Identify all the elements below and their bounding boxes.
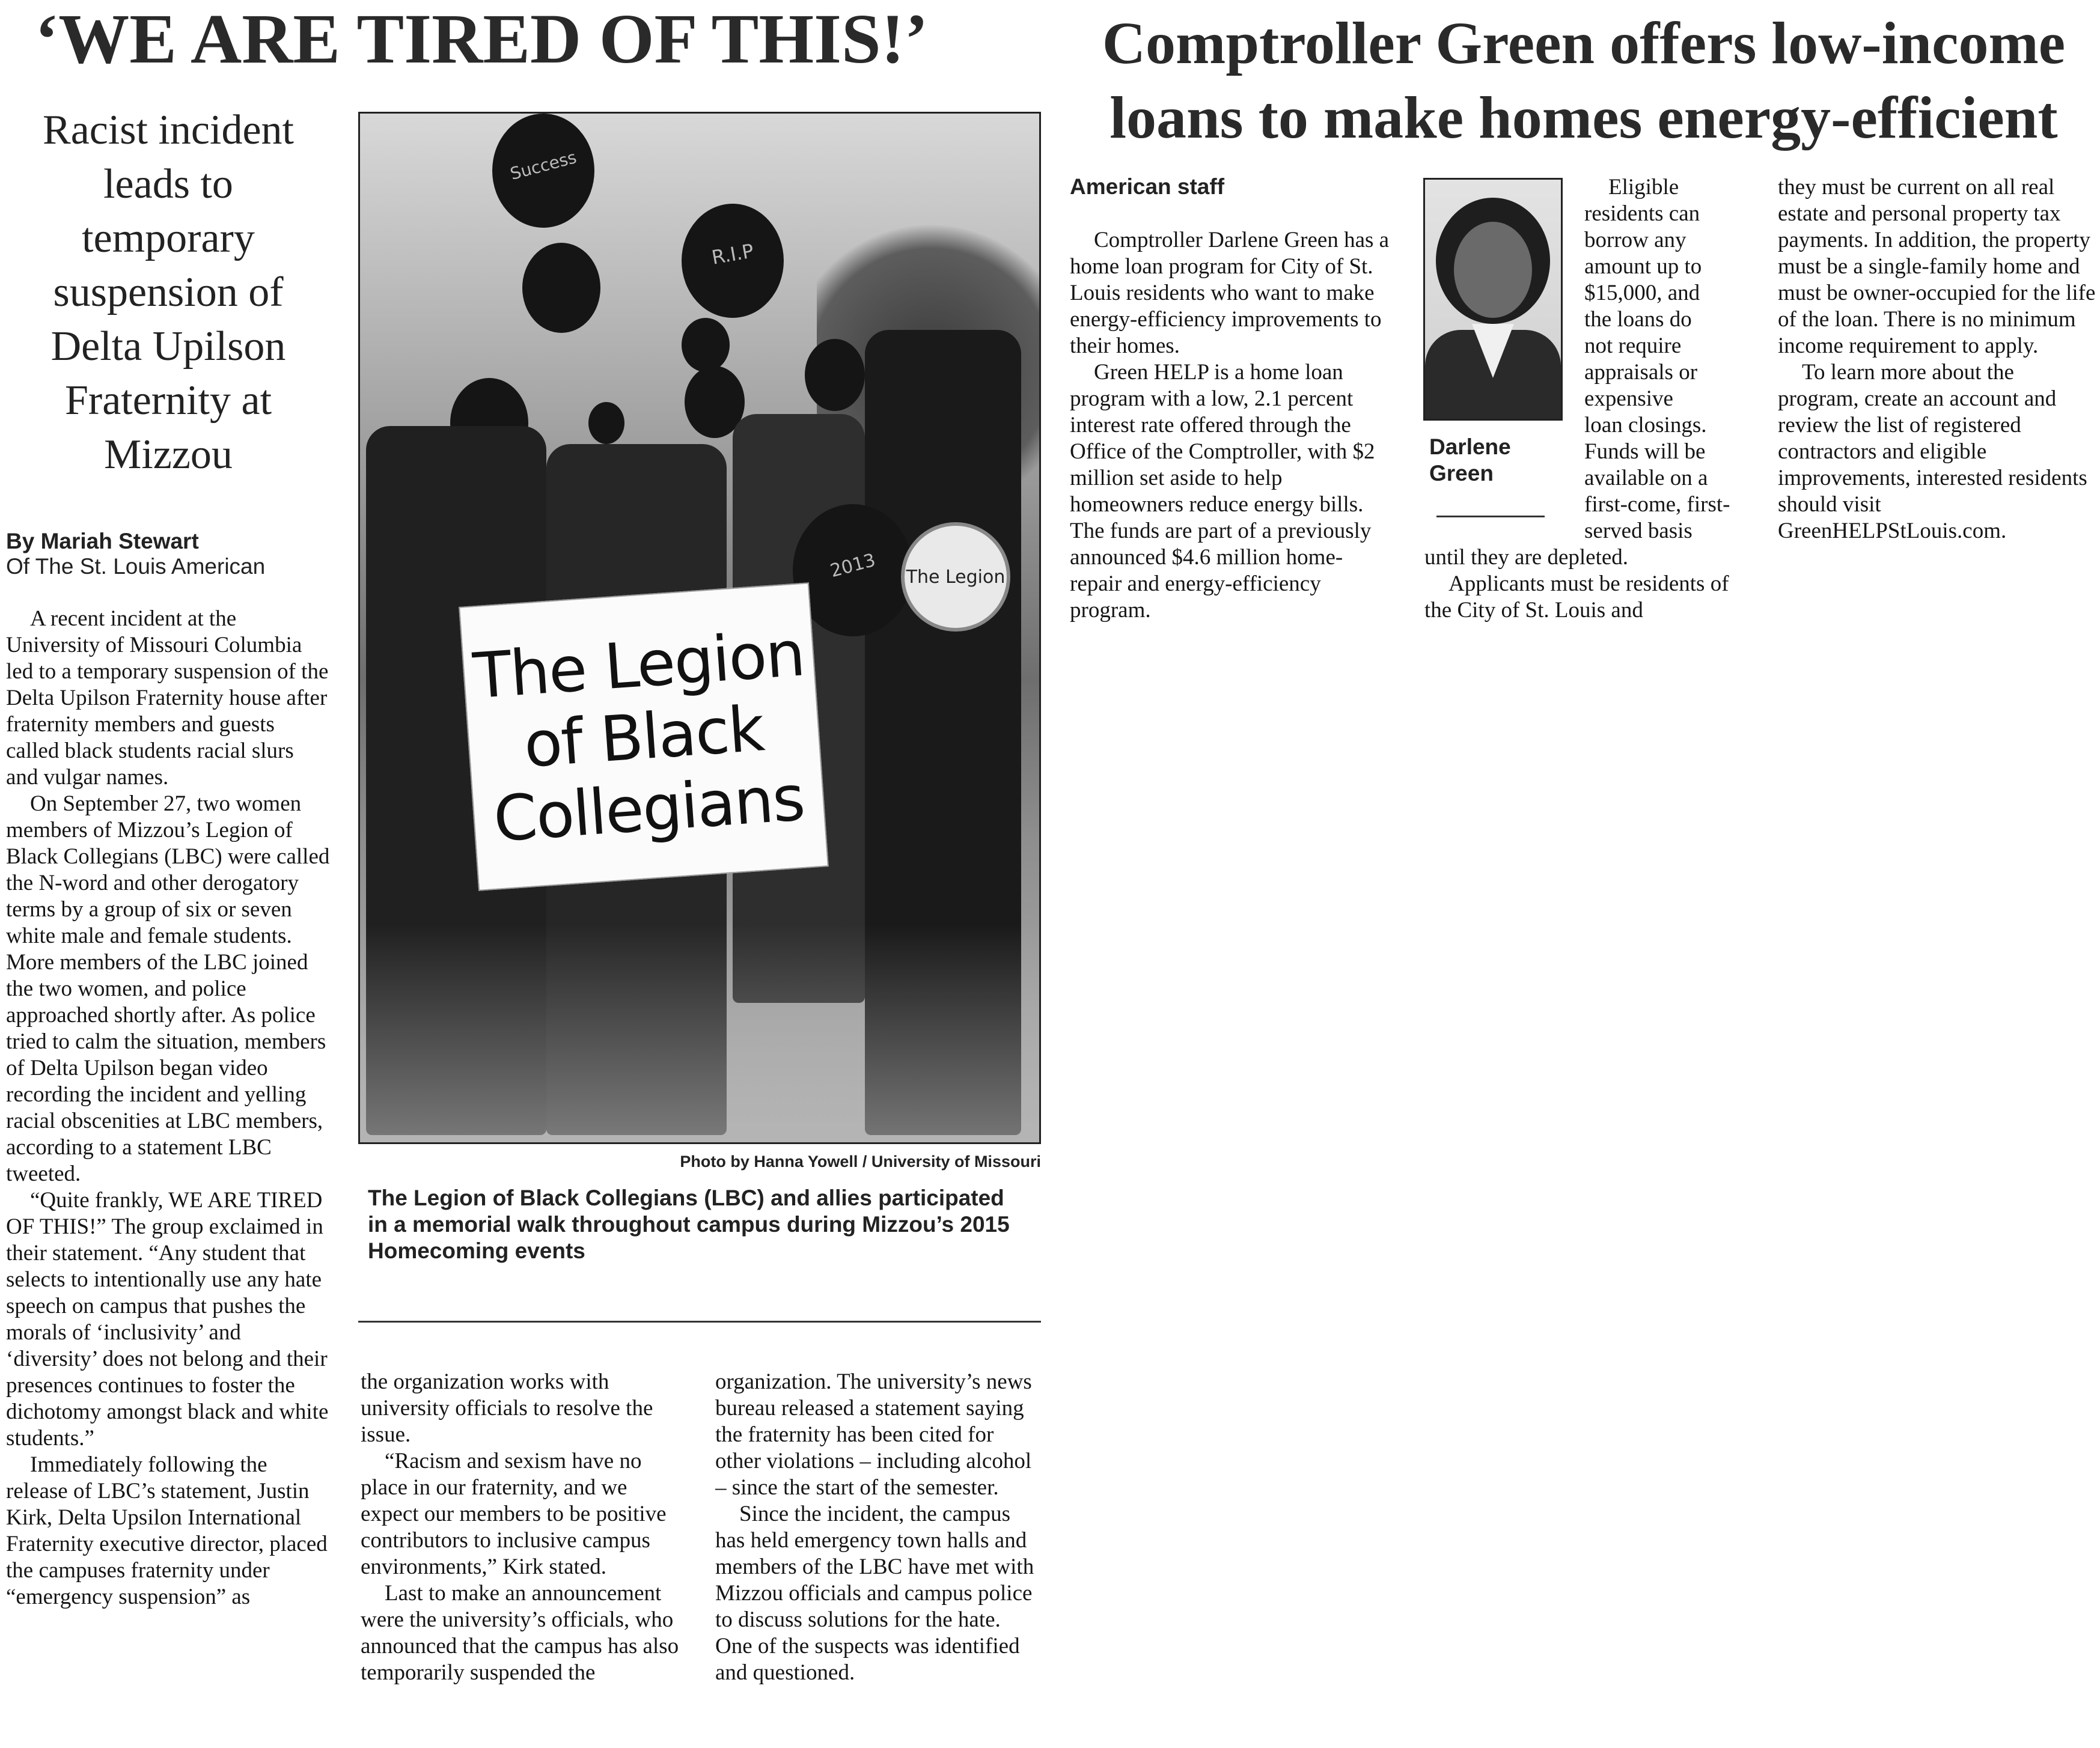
wrap-line: the loans do — [1584, 307, 1692, 332]
left-col-3 — [715, 1369, 1040, 1744]
wrap-line: borrow any — [1584, 228, 1686, 252]
left-col-2 — [361, 1369, 690, 1744]
walkway — [360, 925, 1039, 1142]
wrap-line: available on a — [1584, 466, 1708, 490]
wrap-line: not require — [1584, 333, 1682, 358]
balloon-label: R.I.P — [710, 239, 755, 269]
paragraph: To learn more about the program, create an account and review the list of registered contractors and eligible improvements, interested residents should visit GreenHELPStLouis.com. — [1778, 360, 2087, 543]
legion-medallion — [901, 522, 1010, 632]
photo-caption: The Legion of Black Collegians (LBC) and allies participated in a memorial walk throughout campus during Mizzou’s 2015 Homecoming events — [368, 1186, 1010, 1263]
paragraph: Last to make an announcement were the university’s officials, who announced that the campus has also temporarily suspended the — [361, 1581, 679, 1685]
wrap-line: served basis — [1584, 519, 1693, 543]
deck-line: Racist incident — [43, 107, 294, 153]
sign-line: of Black — [521, 692, 766, 782]
lbc-march-photo — [358, 112, 1041, 1144]
darlene-green-photo — [1423, 178, 1563, 421]
balloon-icon — [522, 243, 600, 333]
wrap-line: first-come, first- — [1584, 492, 1730, 517]
caption-rule — [358, 1321, 1041, 1323]
balloon-icon — [682, 318, 730, 372]
sign-line: Collegians — [491, 761, 807, 856]
paragraph: organization. The university’s news bureau released a statement saying the fraternity has been cited for other violations – including alcohol – since the start of the semester. — [715, 1369, 1032, 1500]
deck-line: Fraternity at — [64, 377, 272, 424]
right-headline-line: Comptroller Green offers low-income — [1102, 10, 2066, 76]
right-headline — [1076, 6, 2092, 155]
left-deck — [0, 103, 337, 482]
right-headline-line: loans to make homes energy-efficient — [1110, 84, 2058, 151]
wrap-line: expensive — [1584, 386, 1673, 411]
paragraph: A recent incident at the University of Missouri Columbia led to a temporary suspension of the Delta Upilson Fraternity house after fraternity members and guests called black students racial slurs and vulgar names. — [6, 606, 329, 790]
balloon-icon — [805, 339, 865, 411]
deck-line: leads to — [103, 161, 233, 207]
paragraph: until they are depleted. — [1424, 545, 1629, 570]
left-affiliation: Of The St. Louis American — [6, 554, 266, 579]
wrap-line: loan closings. — [1584, 413, 1707, 437]
paragraph: Applicants must be residents of the City of St. Louis and — [1424, 571, 1729, 623]
photo-label-rule — [1436, 516, 1545, 517]
paragraph: “Quite frankly, WE ARE TIRED OF THIS!” The group exclaimed in their statement. “Any student that selects to intentionally use any hate speech on campus that pushes the morals of ‘inclusivity’ and ‘diversity’ does not belong and their presences continues to foster the dichotomy amongst black and white students.” — [6, 1188, 329, 1451]
paragraph: Green HELP is a home loan program with a low, 2.1 percent interest rate offered through the Office of the Comptroller, with $2 million set aside to help homeowners reduce energy bills. The funds are part of a previously announced $4.6 million home-repair and energy-efficiency program. — [1070, 360, 1375, 623]
deck-line: suspension of — [53, 269, 284, 315]
wrap-line: Eligible — [1608, 175, 1679, 199]
paragraph: “Racism and sexism have no place in our fraternity, and we expect our members to be positive contributors to inclusive campus environments,” Kirk stated. — [361, 1449, 667, 1579]
left-headline: ‘WE ARE TIRED OF THIS!’ — [35, 0, 929, 78]
paragraph: the organization works with university officials to resolve the issue. — [361, 1369, 653, 1447]
photo-credit: Photo by Hanna Yowell / University of Missouri — [680, 1153, 1041, 1171]
wrap-line: residents can — [1584, 201, 1700, 226]
headshot-face — [1454, 222, 1532, 318]
wrap-line: $15,000, and — [1584, 281, 1700, 305]
balloon-icon — [588, 402, 624, 444]
sign-line: The Legion — [471, 617, 807, 713]
right-col-3 — [1778, 174, 2096, 544]
wrap-line: Funds will be — [1584, 439, 1706, 464]
wrap-line: amount up to — [1584, 254, 1702, 279]
legion-sign — [459, 582, 829, 891]
right-col-2-wrap — [1584, 174, 1753, 544]
balloon-label: Success — [508, 147, 579, 184]
deck-line: Mizzou — [104, 431, 233, 478]
deck-line: temporary — [82, 215, 255, 261]
paragraph: they must be current on all real estate and personal property tax payments. In addition, the property must be a single-family home and must be owner-occupied for the life of the loan. There is no minimum income requirement to apply. — [1778, 175, 2096, 358]
deck-line: Delta Upilson — [50, 323, 286, 370]
right-byline: American staff — [1070, 174, 1225, 199]
left-col-1 — [6, 606, 331, 1744]
paragraph: On September 27, two women members of Mizzou’s Legion of Black Collegians (LBC) were called the N-word and other derogatory terms by a group of six or seven white male and female students. More members of the LBC joined the two women, and police approached shortly after. As police tried to calm the situation, members of Delta Upilson began video recording the incident and yelling racial obscenities at LBC members, according to a statement LBC tweeted. — [6, 791, 330, 1186]
paragraph: Comptroller Darlene Green has a home loan program for City of St. Louis residents who want to make energy-efficiency improvements to their homes. — [1070, 228, 1390, 358]
right-col-1 — [1070, 227, 1394, 624]
paragraph: Since the incident, the campus has held emergency town halls and members of the LBC have met with Mizzou officials and campus police to discuss solutions for the hate. One of the suspects was identified and questioned. — [715, 1502, 1034, 1685]
paragraph: Immediately following the release of LBC’s statement, Justin Kirk, Delta Upsilon International Fraternity executive director, placed the campuses fraternity under “emergency suspension” as — [6, 1452, 328, 1609]
balloon-label: 2013 — [828, 549, 878, 582]
medallion-text: The Legion — [906, 566, 1006, 588]
photo-label: Darlene Green — [1429, 434, 1511, 486]
right-col-2 — [1424, 544, 1753, 624]
wrap-line: appraisals or — [1584, 360, 1698, 385]
left-byline: By Mariah Stewart — [6, 529, 199, 553]
